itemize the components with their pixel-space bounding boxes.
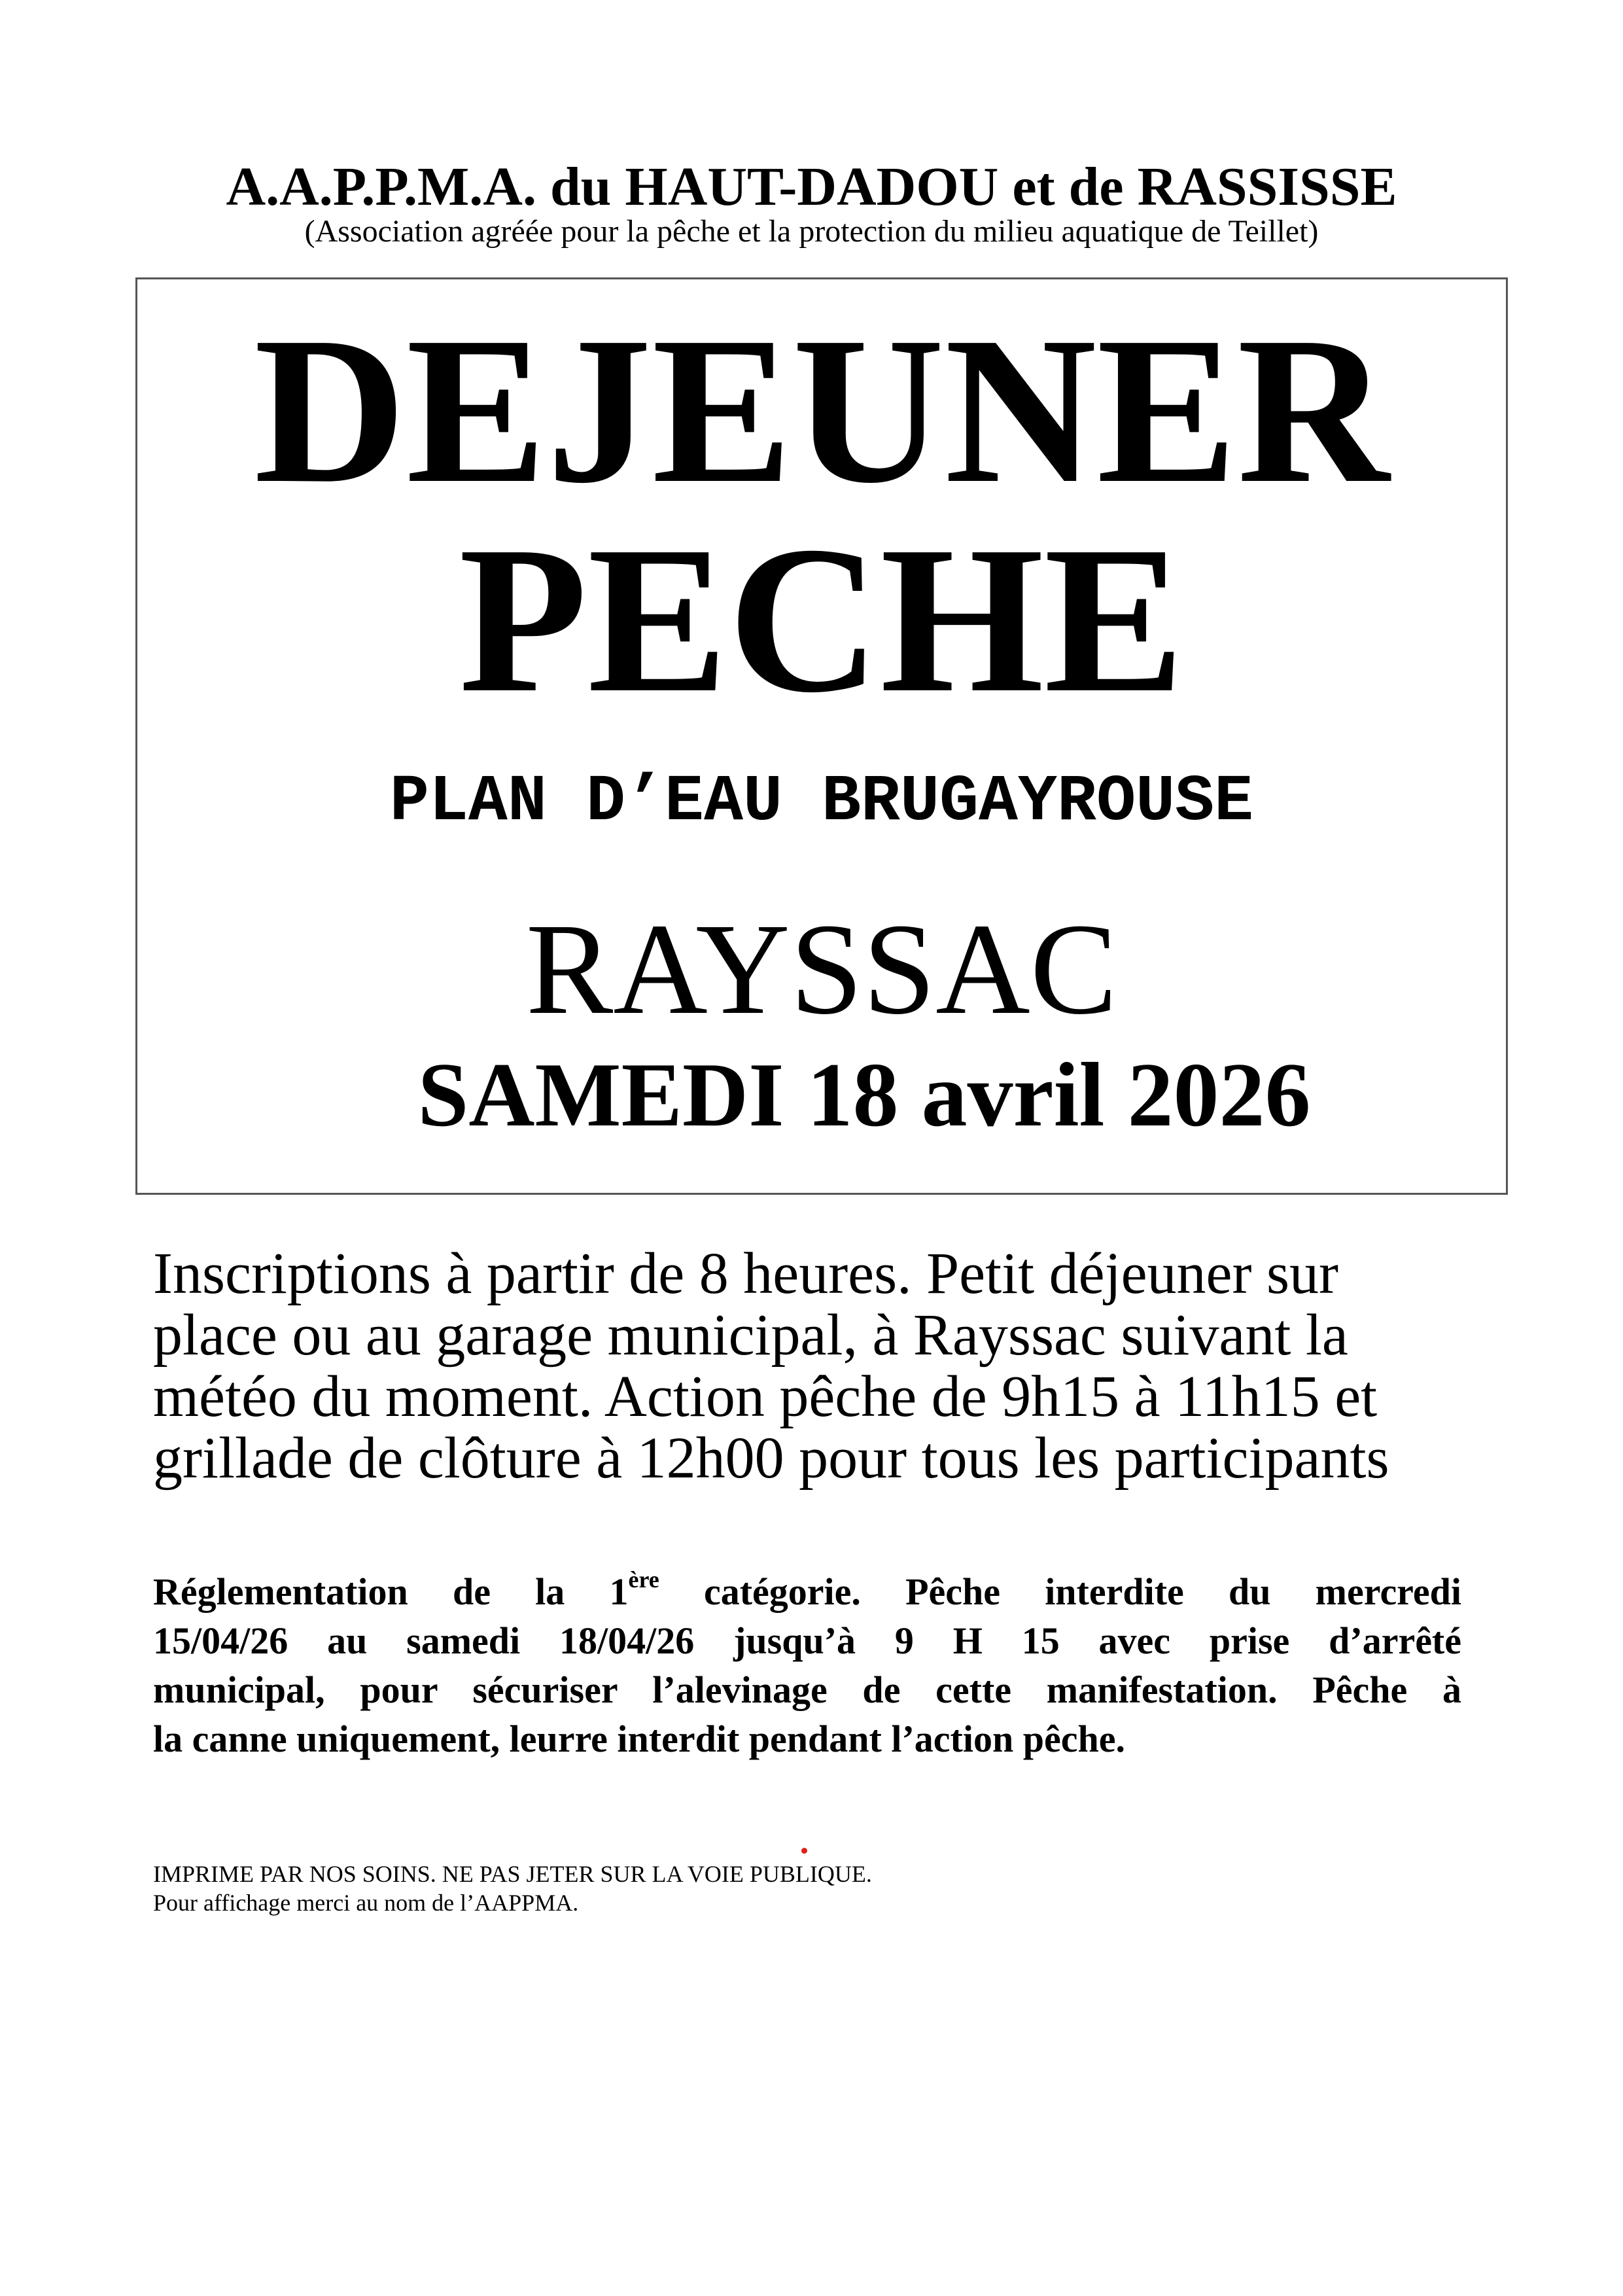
event-info-paragraph	[153, 1243, 1488, 1489]
regulation-text: catégorie. Pêche interdite du mercredi	[659, 1570, 1461, 1613]
regulation-line: 15/04/26 au samedi 18/04/26 jusqu’à 9 H 15 avec prise d’arrêté	[153, 1619, 1461, 1662]
event-date: SAMEDI 18 avril 2026	[417, 1044, 1311, 1146]
event-place: PLAN D’EAU BRUGAYROUSE	[389, 766, 1254, 839]
ordinal-superscript: ère	[628, 1566, 659, 1593]
event-title-box	[135, 277, 1508, 1195]
event-town: RAYSSAC	[525, 897, 1118, 1042]
info-line: Inscriptions à partir de 8 heures. Petit déjeuner sur	[153, 1241, 1338, 1306]
event-title-line-1: DEJEUNER	[254, 293, 1389, 527]
organization-subtitle: (Association agréée pour la pêche et la protection du milieu aquatique de Teillet)	[304, 214, 1319, 249]
organization-name: A.A.P.P.M.A. du HAUT-DADOU et de RASSISSE	[226, 156, 1397, 217]
regulation-line	[153, 1567, 1461, 1616]
footer-line: IMPRIME PAR NOS SOINS. NE PAS JETER SUR LA VOIE PUBLIQUE.	[153, 1861, 872, 1887]
regulation-text: Réglementation de la 1	[153, 1570, 629, 1613]
event-title-line-2: PECHE	[459, 503, 1185, 736]
red-dot-mark	[801, 1848, 807, 1854]
info-line: place ou au garage municipal, à Rayssac suivant la	[153, 1303, 1348, 1368]
regulation-paragraph	[153, 1567, 1461, 1763]
info-line: grillade de clôture à 12h00 pour tous les participants	[153, 1426, 1389, 1491]
footer-notice	[153, 1860, 872, 1917]
regulation-line: la canne uniquement, leurre interdit pendant l’action pêche.	[153, 1718, 1125, 1760]
footer-line: Pour affichage merci au nom de l’AAPPMA.	[153, 1890, 579, 1916]
regulation-line: municipal, pour sécuriser l’alevinage de cette manifestation. Pêche à	[153, 1669, 1461, 1711]
info-line: météo du moment. Action pêche de 9h15 à 11h15 et	[153, 1364, 1378, 1429]
